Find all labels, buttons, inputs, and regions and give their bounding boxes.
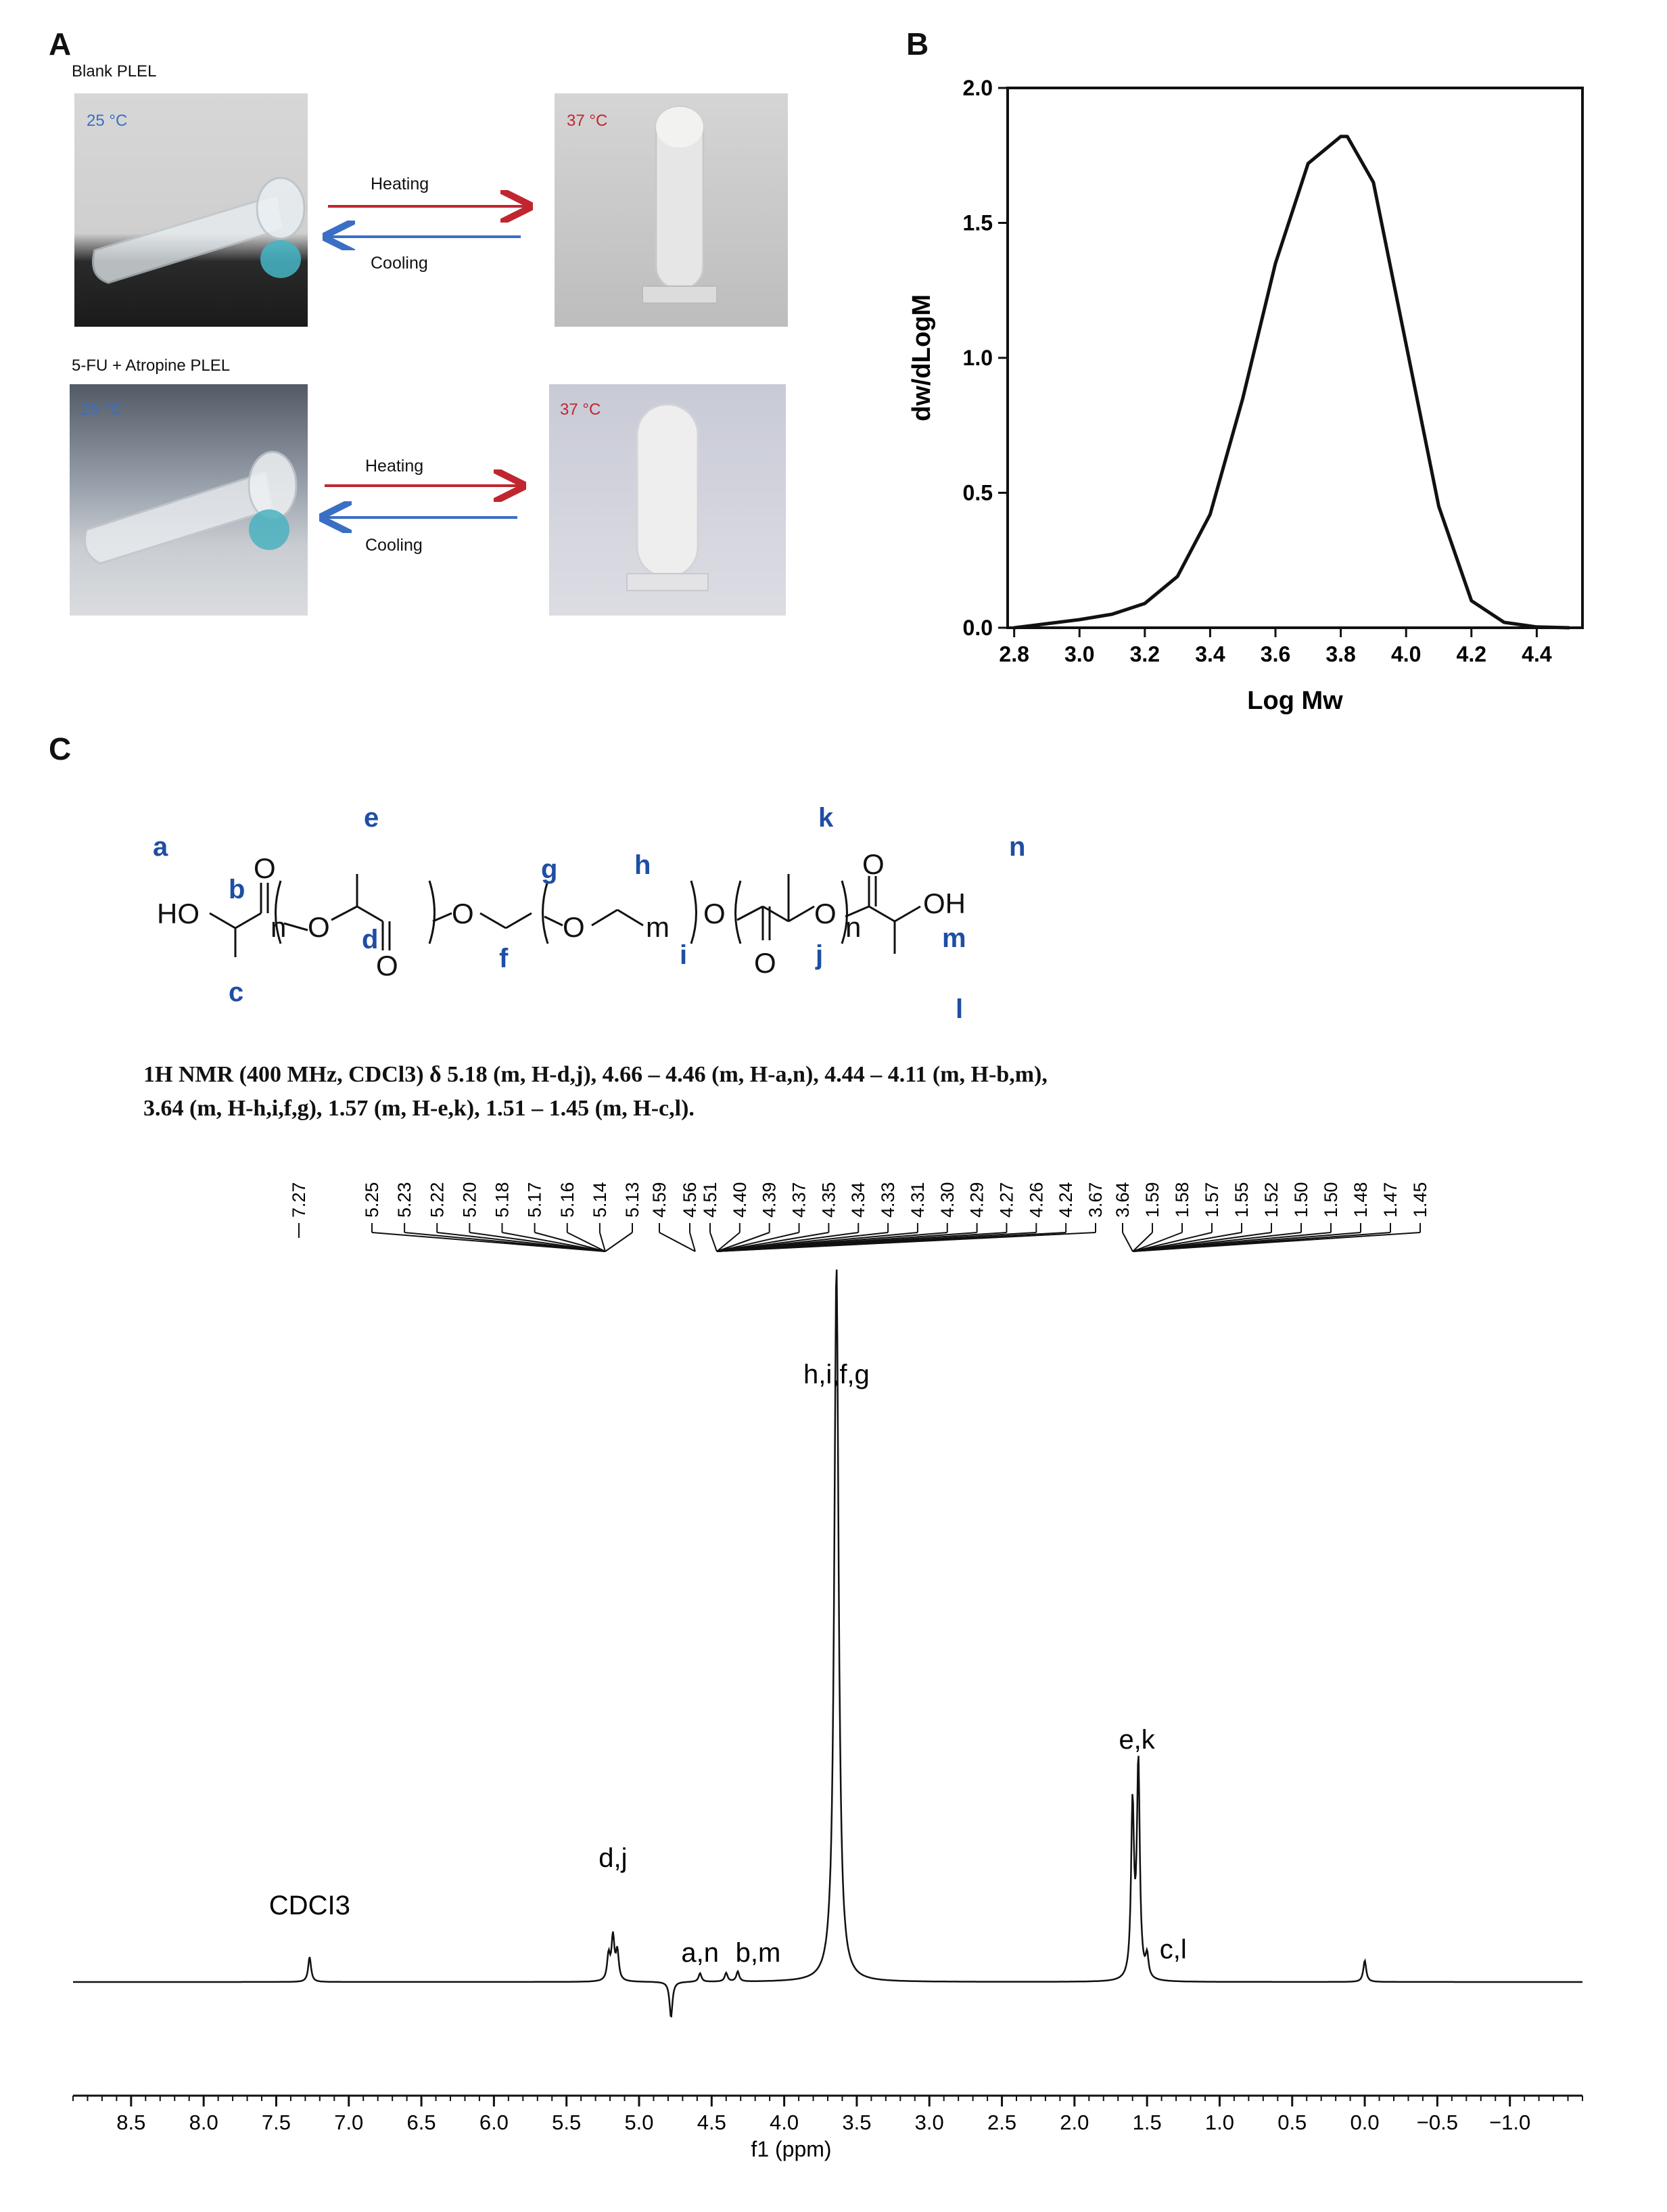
x-tick-label: 4.0 [770,2111,799,2134]
atom-ho: HO [157,898,199,929]
peak-list-label: 1.59 [1142,1182,1163,1218]
x-tick-label: 2.5 [987,2111,1017,2134]
x-tick-label: 5.5 [552,2111,582,2134]
gpc-chart [879,68,1610,737]
atom-o: O [308,911,330,943]
peak-label: b,m [735,1938,781,1968]
nmr-description-line2: 3.64 (m, H-h,i,f,g), 1.57 (m, H-e,k), 1.51 – 1.45 (m, H-c,l). [143,1096,695,1121]
peak-list-label: 5.20 [459,1182,480,1218]
atom-o: O [254,852,276,884]
peak-list-label: 4.33 [878,1182,899,1218]
peak-label: d,j [598,1843,628,1873]
plel-structure [142,798,1089,1042]
peak-list-label: 5.18 [492,1182,513,1218]
label-m: m [942,923,966,953]
label-a: a [153,832,168,862]
x-tick-label: 1.0 [1204,2111,1235,2134]
subscript-n: n [845,911,862,943]
x-axis-label: Log Mw [1247,687,1343,715]
y-tick-label: 0.5 [962,480,993,505]
y-axis-label: dw/dLogM [908,294,936,421]
peak-list-label: 5.13 [622,1182,642,1218]
heating-cooling-arrows-row1 [318,176,541,250]
heating-label-row1: Heating [371,175,429,193]
x-tick-label: 2.8 [999,642,1029,666]
peak-label: c,l [1159,1935,1187,1964]
temp-cold-row1: 25 °C [87,112,128,130]
peak-list-label: 4.27 [996,1182,1017,1218]
x-tick-label: 2.0 [1060,2111,1089,2134]
nmr-spectrum [0,1143,1667,2212]
atom-o: O [703,898,726,929]
subscript-n: n [271,911,287,943]
atom-o: O [452,898,474,929]
peak-list-leader [710,1232,717,1251]
x-tick-label: 7.5 [261,2111,291,2134]
x-tick-label: 5.0 [624,2111,654,2134]
x-tick-label: 3.0 [914,2111,944,2134]
peak-list-label: 4.24 [1056,1182,1077,1218]
plot-frame [1008,88,1582,628]
peak-list-label: 4.59 [649,1182,670,1218]
peak-list-label: 5.22 [427,1182,448,1218]
x-tick-label: 3.6 [1260,642,1291,666]
label-e: e [364,803,379,833]
panel-b-letter: B [906,26,929,62]
peak-list-label: 4.56 [680,1182,700,1218]
peak-list-label: 4.30 [937,1182,958,1218]
x-tick-label: 8.5 [116,2111,146,2134]
peak-label: h,i,f,g [803,1360,870,1389]
temp-hot-row1: 37 °C [567,112,608,130]
x-tick-label: 4.4 [1522,642,1552,666]
nmr-description-line1: 1H NMR (400 MHz, CDCl3) δ 5.18 (m, H-d,j), 4.66 – 4.46 (m, H-a,n), 4.44 – 4.11 (m, H-b,m), [143,1062,1048,1087]
x-tick-label: 0.5 [1277,2111,1307,2134]
peak-list-label: 5.25 [362,1182,382,1218]
peak-list-label: 4.51 [700,1182,720,1218]
x-tick-label: 6.5 [406,2111,436,2134]
peak-list-label: 3.67 [1085,1182,1106,1218]
panel-c-letter: C [49,731,72,766]
peak-list-label: 1.52 [1261,1182,1282,1218]
peak-list-label: 1.45 [1410,1182,1430,1218]
temp-cold-row2: 25 °C [81,400,122,419]
label-k: k [818,803,834,833]
peak-list-label: 1.58 [1172,1182,1192,1218]
label-c: c [229,977,244,1007]
heating-cooling-arrows-row2 [314,459,538,533]
x-tick-label: 8.0 [189,2111,218,2134]
peak-label: a,n [681,1938,719,1968]
cooling-label-row1: Cooling [371,254,428,273]
peak-list-label: 3.64 [1112,1182,1133,1218]
x-tick-label: 4.5 [697,2111,726,2134]
peak-list-leader [605,1232,632,1251]
distribution-curve [1014,137,1570,628]
cooling-label-row2: Cooling [365,536,423,555]
peak-list-label: 4.34 [848,1182,869,1218]
atom-o: O [754,947,776,979]
row1-caption: Blank PLEL [72,62,157,80]
peak-list-label: 1.55 [1231,1182,1252,1218]
peak-list-label: 4.26 [1026,1182,1047,1218]
subscript-m: m [646,911,670,943]
x-tick-label: 3.8 [1325,642,1356,666]
peak-list-label: 4.35 [818,1182,839,1218]
x-tick-label: 6.0 [479,2111,509,2134]
x-tick-label: 4.2 [1456,642,1487,666]
peak-list-label: 1.57 [1202,1182,1222,1218]
label-g: g [541,854,558,884]
peak-list-label: 5.23 [394,1182,415,1218]
peak-label: CDCI3 [268,1891,350,1920]
structure-atoms [157,848,966,982]
x-tick-label: 3.2 [1129,642,1160,666]
atom-o: O [376,950,398,982]
x-tick-label: 7.0 [334,2111,364,2134]
y-tick-label: 2.0 [962,76,993,100]
label-d: d [362,925,379,954]
peak-list-label: 5.16 [557,1182,578,1218]
x-tick-label: 0.0 [1350,2111,1380,2134]
peak-list-label: 1.50 [1291,1182,1311,1218]
peak-list-label: 4.29 [966,1182,987,1218]
heating-label-row2: Heating [365,457,424,476]
row2-caption: 5-FU + Atropine PLEL [72,356,231,375]
y-tick-label: 1.0 [962,346,993,370]
x-tick-label: 3.4 [1195,642,1225,666]
peak-list-label: 4.39 [759,1182,780,1218]
x-axis-label: f1 (ppm) [751,2137,832,2161]
atom-oh: OH [923,888,966,919]
label-f: f [499,944,509,973]
label-n: n [1009,832,1026,862]
peak-list-label: 5.17 [524,1182,545,1218]
peak-list-label: 1.50 [1321,1182,1341,1218]
x-tick-label: 1.5 [1132,2111,1162,2134]
peak-list-label: 1.48 [1351,1182,1371,1218]
y-tick-label: 0.0 [962,616,993,640]
label-h: h [634,850,651,880]
panel-a-letter: A [49,26,72,62]
label-j: j [816,940,824,970]
peak-list-label: 1.47 [1380,1182,1401,1218]
atom-o: O [862,848,885,880]
peak-list-label: 4.37 [789,1182,809,1218]
atom-o: O [814,898,837,929]
x-tick-label: −1.0 [1489,2111,1531,2134]
peak-list-label: 4.31 [907,1182,928,1218]
x-tick-label: 3.0 [1064,642,1095,666]
label-l: l [956,994,964,1024]
label-b: b [229,875,245,904]
peak-list-label: 7.27 [289,1182,309,1218]
x-tick-label: 3.5 [842,2111,872,2134]
peak-list-leader [659,1232,695,1251]
temp-hot-row2: 37 °C [560,400,601,419]
x-tick-label: 4.0 [1390,642,1422,666]
x-tick-label: −0.5 [1416,2111,1458,2134]
peak-list-leader [1123,1232,1133,1251]
label-i: i [680,940,688,970]
y-tick-label: 1.5 [962,210,993,235]
peak-list-label: 5.14 [589,1182,610,1218]
peak-label: e,k [1119,1725,1155,1755]
peak-list-label: 4.40 [729,1182,750,1218]
atom-o: O [563,911,585,943]
